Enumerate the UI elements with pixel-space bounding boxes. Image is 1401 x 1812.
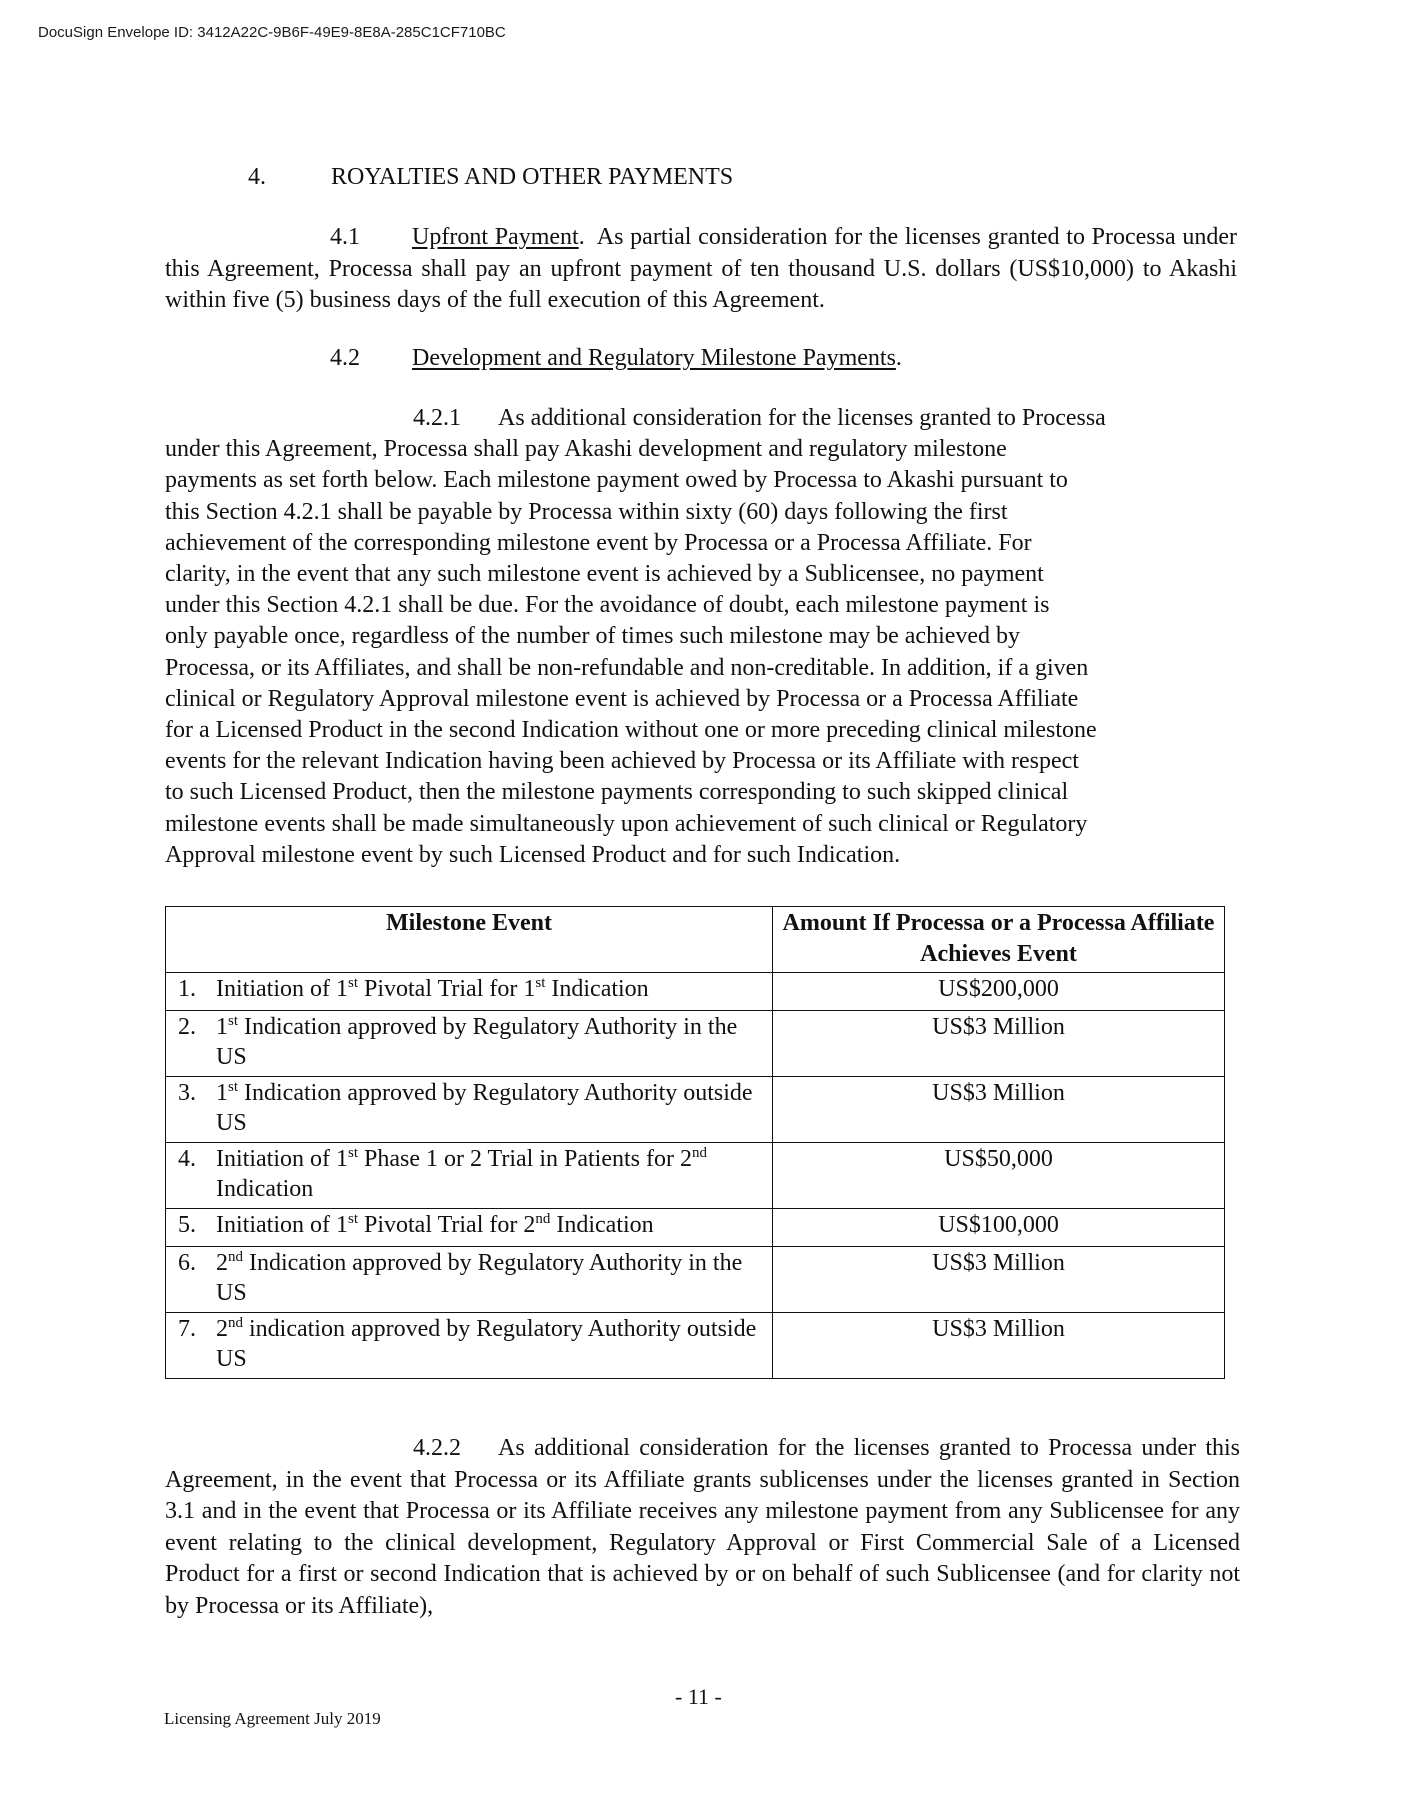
text-fragment: Pivotal Trial for 2 bbox=[358, 1212, 536, 1238]
section-4-2-2 bbox=[165, 1433, 1240, 1622]
section-4-2-number: 4.2 bbox=[330, 345, 360, 371]
ordinal-suffix: nd bbox=[228, 1315, 243, 1331]
text-line: As additional consideration for the licenses granted to Processa bbox=[498, 405, 1106, 431]
section-heading bbox=[248, 164, 733, 191]
milestone-description bbox=[216, 1314, 766, 1374]
milestone-index: 7. bbox=[178, 1316, 196, 1342]
text-line: this Section 4.2.1 shall be payable by Processa within sixty (60) days following the first bbox=[165, 498, 1008, 525]
section-4-1-text: As partial consideration for the licenses granted to Processa under this Agreement, Processa shall pay an upfront payment of ten thousand U.S. dollars (US$10,000) to Akashi within five (5) business days of the full execution of this Agreement. bbox=[165, 224, 1243, 313]
table-row bbox=[166, 1247, 1225, 1313]
milestone-index: 5. bbox=[178, 1212, 196, 1238]
milestone-amount: US$200,000 bbox=[773, 973, 1225, 1011]
page-number: - 11 - bbox=[675, 1684, 722, 1709]
milestone-table bbox=[165, 906, 1225, 1379]
text-fragment: Pivotal Trial for 1 bbox=[358, 976, 536, 1002]
section-4-2-1 bbox=[165, 403, 1240, 871]
text-fragment: Indication bbox=[545, 976, 649, 1002]
section-4-2-1-line bbox=[165, 403, 1240, 434]
footer-label: Licensing Agreement July 2019 bbox=[164, 1709, 381, 1728]
text-fragment: Initiation of 1 bbox=[216, 976, 348, 1002]
section-4-1-heading-punct: . bbox=[578, 224, 585, 250]
text-fragment: Indication approved by Regulatory Authority in the US bbox=[216, 1250, 749, 1306]
text-fragment: 2 bbox=[216, 1316, 228, 1342]
text-line: Approval milestone event by such Licensed Product and for such Indication. bbox=[165, 841, 901, 868]
milestone-description bbox=[216, 1144, 766, 1204]
text-fragment: Phase 1 or 2 Trial in Patients for 2 bbox=[358, 1146, 692, 1172]
ordinal-suffix: st bbox=[347, 975, 358, 991]
ordinal-suffix: nd bbox=[228, 1249, 243, 1265]
text-line: to such Licensed Product, then the milestone payments corresponding to such skipped clinical bbox=[165, 779, 1069, 806]
table-header-row bbox=[166, 907, 1225, 973]
text-fragment: Indication approved by Regulatory Authority outside US bbox=[216, 1080, 759, 1136]
milestone-amount: US$100,000 bbox=[773, 1209, 1225, 1247]
section-title: ROYALTIES AND OTHER PAYMENTS bbox=[331, 164, 734, 190]
header-milestone-event: Milestone Event bbox=[166, 907, 773, 973]
text-line: for a Licensed Product in the second Indication without one or more preceding clinical milestone bbox=[165, 717, 1097, 744]
text-fragment: indication approved by Regulatory Authority outside US bbox=[216, 1316, 763, 1372]
ordinal-suffix: nd bbox=[535, 1211, 551, 1227]
milestone-amount: US$3 Million bbox=[773, 1077, 1225, 1143]
section-4-2-1-number: 4.2.1 bbox=[413, 405, 461, 431]
ordinal-suffix: st bbox=[347, 1145, 358, 1161]
section-number: 4. bbox=[248, 164, 266, 190]
table-row bbox=[166, 1143, 1225, 1209]
ordinal-suffix: nd bbox=[692, 1145, 707, 1161]
milestone-index: 2. bbox=[178, 1014, 196, 1040]
ordinal-suffix: st bbox=[347, 1211, 358, 1227]
section-4-1-heading: Upfront Payment bbox=[412, 224, 579, 250]
text-fragment: Indication bbox=[216, 1146, 713, 1202]
milestone-description bbox=[216, 974, 766, 1004]
section-4-2-2-number: 4.2.2 bbox=[413, 1435, 461, 1461]
section-4-1 bbox=[165, 222, 1243, 317]
text-fragment: 2 bbox=[216, 1250, 228, 1276]
milestone-index: 3. bbox=[178, 1080, 196, 1106]
milestone-event-cell bbox=[166, 1143, 773, 1209]
ordinal-suffix: st bbox=[535, 975, 546, 991]
milestone-event-cell bbox=[166, 1209, 773, 1247]
text-line: under this Section 4.2.1 shall be due. For the avoidance of doubt, each milestone payment is bbox=[165, 592, 1050, 619]
text-line: Processa, or its Affiliates, and shall be non-refundable and non-creditable. In addition, if a given bbox=[165, 654, 1089, 681]
table-row bbox=[166, 1077, 1225, 1143]
ordinal-suffix: st bbox=[228, 1013, 239, 1029]
milestone-index: 6. bbox=[178, 1250, 196, 1276]
milestone-amount: US$50,000 bbox=[773, 1143, 1225, 1209]
table-row bbox=[166, 1209, 1225, 1247]
milestone-index: 1. bbox=[178, 976, 196, 1002]
milestone-event-cell bbox=[166, 973, 773, 1011]
milestone-event-cell bbox=[166, 1247, 773, 1313]
text-fragment: 1 bbox=[216, 1080, 228, 1106]
ordinal-suffix: st bbox=[228, 1079, 239, 1095]
section-4-1-number: 4.1 bbox=[330, 224, 360, 250]
text-fragment: Indication bbox=[550, 1212, 654, 1238]
section-4-2-2-text: As additional consideration for the licenses granted to Processa under this Agreement, in the event that Processa or its Affiliate grants sublicenses under the licenses granted in Section 3.1 and in the event that Processa or its Affiliate receives any milestone payment from any Sublicensee for any event relating to the clinical development, Regulatory Approval or First Commercial Sale of a Licensed Product for a first or second Indication that is achieved by or on behalf of such Sublicensee (and for clarity not by Processa or its Affiliate), bbox=[165, 1435, 1240, 1619]
milestone-amount: US$3 Million bbox=[773, 1313, 1225, 1379]
section-4-2-heading: Development and Regulatory Milestone Payments bbox=[412, 345, 896, 371]
milestone-description bbox=[216, 1012, 766, 1072]
text-fragment: Initiation of 1 bbox=[216, 1146, 348, 1172]
milestone-event-cell bbox=[166, 1011, 773, 1077]
text-fragment: Indication approved by Regulatory Authority in the US bbox=[216, 1014, 744, 1070]
text-line: milestone events shall be made simultaneously upon achievement of such clinical or Regulatory bbox=[165, 810, 1088, 837]
table-row bbox=[166, 973, 1225, 1011]
section-4-2-heading-punct: . bbox=[895, 345, 902, 371]
milestone-event-cell bbox=[166, 1313, 773, 1379]
table-row bbox=[166, 1313, 1225, 1379]
section-4-2 bbox=[165, 343, 1237, 375]
table-row bbox=[166, 1011, 1225, 1077]
milestone-description bbox=[216, 1248, 766, 1308]
text-line: clarity, in the event that any such milestone event is achieved by a Sublicensee, no payment bbox=[165, 561, 1044, 588]
milestone-event-cell bbox=[166, 1077, 773, 1143]
text-fragment: Initiation of 1 bbox=[216, 1212, 348, 1238]
milestone-description bbox=[216, 1210, 766, 1240]
milestone-amount: US$3 Million bbox=[773, 1247, 1225, 1313]
milestone-description bbox=[216, 1078, 766, 1138]
text-line: clinical or Regulatory Approval milestone event is achieved by Processa or a Processa Affiliate bbox=[165, 685, 1079, 712]
milestone-index: 4. bbox=[178, 1146, 196, 1172]
text-line: under this Agreement, Processa shall pay Akashi development and regulatory milestone bbox=[165, 436, 1007, 463]
text-line: events for the relevant Indication having been achieved by Processa or its Affiliate with respect bbox=[165, 748, 1079, 775]
header-amount: Amount If Processa or a Processa Affiliate Achieves Event bbox=[773, 907, 1225, 973]
docusign-envelope-id: DocuSign Envelope ID: 3412A22C-9B6F-49E9-8E8A-285C1CF710BC bbox=[38, 24, 506, 41]
text-line: only payable once, regardless of the number of times such milestone may be achieved by bbox=[165, 623, 1021, 650]
text-fragment: 1 bbox=[216, 1014, 228, 1040]
text-line: payments as set forth below. Each milestone payment owed by Processa to Akashi pursuant to bbox=[165, 467, 1068, 494]
milestone-amount: US$3 Million bbox=[773, 1011, 1225, 1077]
text-line: achievement of the corresponding milestone event by Processa or a Processa Affiliate. For bbox=[165, 529, 1032, 556]
